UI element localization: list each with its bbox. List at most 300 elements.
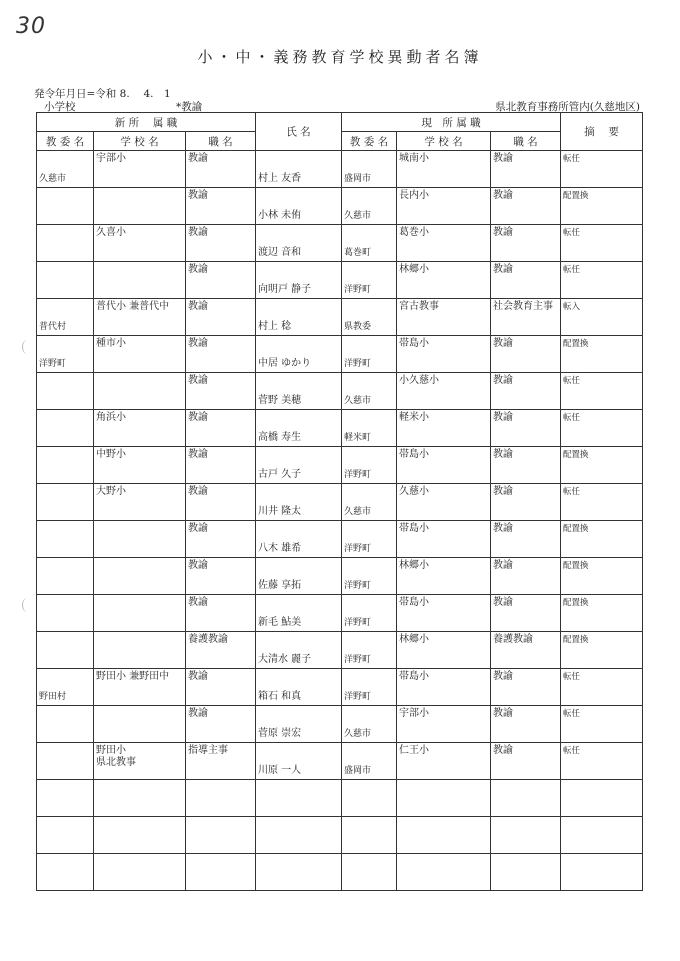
name-cell [256,780,342,817]
new-school-cell-text: 大野小 [96,486,126,497]
new-board-cell [37,817,94,854]
name-cell [256,447,342,484]
current-board-cell [342,410,397,447]
name-cell [256,373,342,410]
current-school-cell-text: 宮古教事 [399,301,439,312]
new-board-header: 教 委 名 [37,132,94,151]
current-board-header: 教 委 名 [342,132,397,151]
current-job-cell-text: 教諭 [493,560,513,571]
current-school-cell [397,447,491,484]
current-school-cell-text: 林郷小 [399,560,429,571]
current-school-cell [397,780,491,817]
name-header: 氏 名 [256,113,342,151]
name-cell-text: 高橋 寿生 [258,432,302,443]
current-job-cell [491,225,561,262]
name-cell [256,706,342,743]
new-position-header: 新 所 属 職 [37,113,256,132]
name-cell [256,595,342,632]
current-job-cell [491,262,561,299]
new-board-cell [37,336,94,373]
new-board-cell-text: 洋野町 [39,359,67,369]
table-row [37,669,643,706]
current-board-cell [342,151,397,188]
remarks-cell-text: 転任 [563,228,581,238]
remarks-cell [561,225,643,262]
new-job-cell-text: 教諭 [188,486,208,497]
table-row [37,188,643,225]
current-job-cell-text: 教諭 [493,227,513,238]
new-school-cell [94,743,186,780]
current-board-cell [342,262,397,299]
name-cell-text: 古戸 久子 [258,469,302,480]
current-job-cell-text: 教諭 [493,190,513,201]
new-job-cell [186,632,256,669]
current-school-cell-text: 城南小 [399,153,429,164]
name-cell [256,484,342,521]
new-board-cell [37,706,94,743]
remarks-cell [561,521,643,558]
current-board-cell [342,188,397,225]
table-row [37,743,643,780]
new-job-cell [186,373,256,410]
table-row [37,854,643,891]
current-school-cell [397,410,491,447]
current-school-cell-text: 軽米小 [399,412,429,423]
current-school-cell [397,854,491,891]
name-cell [256,410,342,447]
table-row [37,410,643,447]
new-board-cell [37,484,94,521]
current-job-cell-text: 教諭 [493,412,513,423]
new-board-cell [37,225,94,262]
current-school-cell [397,706,491,743]
transfer-roster-table [36,112,643,891]
current-job-cell [491,299,561,336]
current-school-cell-text: 長内小 [399,190,429,201]
current-board-cell-text: 久慈市 [344,507,372,517]
new-board-cell-text: 久慈市 [39,174,67,184]
name-cell-text: 渡辺 音和 [258,247,302,258]
current-school-cell-text: 帯島小 [399,671,429,682]
new-job-cell [186,669,256,706]
new-job-cell-text: 教諭 [188,338,208,349]
new-job-cell-text: 教諭 [188,560,208,571]
current-school-cell [397,373,491,410]
current-job-cell [491,447,561,484]
current-job-cell [491,373,561,410]
new-job-cell-text: 教諭 [188,523,208,534]
current-job-cell [491,780,561,817]
remarks-cell-text: 配置換 [563,524,589,534]
current-job-cell-text: 教諭 [493,375,513,386]
current-job-cell [491,817,561,854]
new-school-cell [94,373,186,410]
name-cell-text: 村上 友香 [258,173,302,184]
current-board-cell [342,447,397,484]
current-job-cell [491,558,561,595]
current-board-cell-text: 洋野町 [344,544,372,554]
table-row [37,706,643,743]
new-school-cell [94,595,186,632]
current-board-cell-text: 軽米町 [344,433,372,443]
new-board-cell [37,447,94,484]
new-school-cell [94,669,186,706]
remarks-cell-text: 転任 [563,672,581,682]
name-cell-text: 中居 ゆかり [258,358,312,369]
new-board-cell [37,299,94,336]
new-job-cell [186,706,256,743]
current-school-cell-text: 林郷小 [399,264,429,275]
remarks-cell-text: 転任 [563,376,581,386]
new-board-cell [37,521,94,558]
current-board-cell [342,336,397,373]
current-board-cell-text: 洋野町 [344,470,372,480]
current-job-cell [491,484,561,521]
current-job-cell-text: 社会教育主事 [493,301,553,312]
remarks-cell-text: 転任 [563,154,581,164]
current-board-cell [342,817,397,854]
name-cell-text: 菅野 美穂 [258,395,302,406]
new-job-cell-text: 教諭 [188,190,208,201]
current-job-cell-text: 教諭 [493,523,513,534]
new-job-cell [186,854,256,891]
new-job-cell [186,780,256,817]
new-board-cell [37,188,94,225]
new-school-cell [94,336,186,373]
current-board-cell-text: 洋野町 [344,692,372,702]
current-school-cell [397,262,491,299]
name-cell [256,558,342,595]
remarks-cell [561,410,643,447]
current-school-cell [397,151,491,188]
new-job-cell-text: 教諭 [188,301,208,312]
current-board-cell-text: 洋野町 [344,581,372,591]
remarks-cell [561,558,643,595]
table-row [37,336,643,373]
current-board-cell-text: 葛巻町 [344,248,372,258]
current-school-cell [397,632,491,669]
new-school-cell-text: 野田小 兼野田中 [96,671,170,682]
new-school-cell [94,780,186,817]
current-job-cell [491,632,561,669]
new-board-cell-text: 野田村 [39,692,67,702]
table-row [37,299,643,336]
remarks-cell [561,780,643,817]
current-school-cell [397,188,491,225]
current-board-cell-text: 洋野町 [344,285,372,295]
name-cell-text: 向明戸 静子 [258,284,312,295]
new-job-cell-text: 教諭 [188,449,208,460]
current-board-cell [342,706,397,743]
remarks-cell [561,336,643,373]
roster-body [37,151,643,891]
current-job-cell-text: 教諭 [493,449,513,460]
school-category: 小学校 [44,101,76,113]
new-school-cell [94,521,186,558]
new-job-cell-text: 教諭 [188,671,208,682]
remarks-cell [561,447,643,484]
name-cell-text: 村上 稔 [258,321,292,332]
current-job-cell-text: 教諭 [493,264,513,275]
new-board-cell [37,854,94,891]
remarks-header: 摘 要 [561,113,643,151]
new-board-cell [37,669,94,706]
name-cell [256,632,342,669]
remarks-cell [561,484,643,521]
current-job-cell-text: 教諭 [493,745,513,756]
current-job-cell-text: 教諭 [493,486,513,497]
name-cell [256,817,342,854]
remarks-cell [561,854,643,891]
current-school-cell-text: 帯島小 [399,523,429,534]
new-board-cell [37,262,94,299]
name-cell-text: 小林 未侑 [258,210,302,221]
name-cell-text: 箱石 和真 [258,691,302,702]
current-board-cell-text: 県教委 [344,322,372,332]
current-board-cell-text: 盛岡市 [344,174,372,184]
table-row [37,780,643,817]
name-cell [256,188,342,225]
current-position-header: 現 所 属 職 [342,113,561,132]
new-school-cell [94,188,186,225]
remarks-cell-text: 転任 [563,709,581,719]
current-job-cell-text: 教諭 [493,153,513,164]
current-school-cell-text: 葛巻小 [399,227,429,238]
remarks-cell-text: 転入 [563,302,581,312]
table-row [37,151,643,188]
current-job-cell-text: 教諭 [493,597,513,608]
new-school-cell-text: 久喜小 [96,227,126,238]
new-job-cell-text: 養護教諭 [188,634,228,645]
table-row [37,484,643,521]
current-school-cell [397,595,491,632]
new-job-cell [186,262,256,299]
current-board-cell-text: 盛岡市 [344,766,372,776]
current-job-cell [491,669,561,706]
name-cell [256,854,342,891]
name-cell-text: 大清水 麗子 [258,654,312,665]
current-board-cell [342,854,397,891]
current-school-cell-text: 仁王小 [399,745,429,756]
current-board-cell [342,743,397,780]
new-school-cell-text: 普代小 兼普代中 [96,301,170,312]
current-school-cell [397,743,491,780]
name-cell [256,225,342,262]
current-job-header: 職 名 [491,132,561,151]
new-school-cell-text: 中野小 [96,449,126,460]
current-board-cell-text: 洋野町 [344,618,372,628]
new-school-cell [94,447,186,484]
new-job-cell-text: 教諭 [188,375,208,386]
remarks-cell-text: 転任 [563,265,581,275]
current-school-cell [397,299,491,336]
remarks-cell-text: 配置換 [563,635,589,645]
current-school-cell [397,817,491,854]
current-job-cell [491,854,561,891]
current-school-cell [397,521,491,558]
name-cell-text: 新毛 鮎美 [258,617,302,628]
current-board-cell [342,780,397,817]
current-job-cell [491,336,561,373]
new-job-cell [186,817,256,854]
table-row [37,632,643,669]
current-board-cell [342,521,397,558]
new-job-cell-text: 教諭 [188,264,208,275]
current-job-cell [491,706,561,743]
new-school-cell [94,225,186,262]
remarks-cell [561,632,643,669]
name-cell-text: 菅原 崇宏 [258,728,302,739]
current-job-cell [491,595,561,632]
new-school-cell-text: 角浜小 [96,412,126,423]
current-board-cell [342,299,397,336]
name-cell [256,299,342,336]
new-board-cell-text: 普代村 [39,322,67,332]
current-school-cell-text: 帯島小 [399,338,429,349]
current-job-cell-text: 養護教諭 [493,634,533,645]
new-board-cell [37,410,94,447]
name-cell [256,151,342,188]
new-school-cell [94,410,186,447]
document-title: 小・中・義務教育学校異動者名簿 [197,48,483,66]
margin-mark [22,340,33,354]
new-school-cell [94,299,186,336]
current-job-cell [491,151,561,188]
remarks-cell [561,151,643,188]
current-school-cell [397,484,491,521]
new-board-cell [37,558,94,595]
new-school-cell-text: 種市小 [96,338,126,349]
new-job-cell [186,410,256,447]
current-job-cell [491,188,561,225]
remarks-cell [561,299,643,336]
current-board-cell-text: 洋野町 [344,655,372,665]
new-board-cell [37,743,94,780]
remarks-cell-text: 配置換 [563,598,589,608]
new-job-cell [186,299,256,336]
new-school-cell [94,262,186,299]
current-board-cell [342,225,397,262]
new-board-cell [37,595,94,632]
new-job-cell [186,188,256,225]
new-job-header: 職 名 [186,132,256,151]
new-school-cell [94,817,186,854]
new-board-cell [37,632,94,669]
remarks-cell [561,706,643,743]
current-board-cell [342,373,397,410]
name-cell [256,521,342,558]
new-board-cell [37,151,94,188]
new-job-cell-text: 教諭 [188,153,208,164]
new-job-cell [186,225,256,262]
current-school-cell-text: 帯島小 [399,597,429,608]
name-cell-text: 八木 雄希 [258,543,302,554]
current-board-cell [342,669,397,706]
remarks-cell-text: 配置換 [563,339,589,349]
new-school-cell [94,632,186,669]
current-school-header: 学 校 名 [397,132,491,151]
remarks-cell [561,373,643,410]
current-board-cell [342,595,397,632]
new-job-cell-text: 教諭 [188,227,208,238]
remarks-cell [561,595,643,632]
page-number: 30 [16,14,46,39]
table-row [37,817,643,854]
current-school-cell-text: 帯島小 [399,449,429,460]
remarks-cell [561,669,643,706]
new-school-cell [94,706,186,743]
remarks-cell-text: 転任 [563,746,581,756]
name-cell [256,336,342,373]
new-job-cell [186,595,256,632]
current-school-cell-text: 小久慈小 [399,375,439,386]
current-job-cell [491,743,561,780]
current-board-cell-text: 洋野町 [344,359,372,369]
table-row [37,595,643,632]
new-job-cell [186,521,256,558]
table-row [37,373,643,410]
current-job-cell [491,521,561,558]
current-board-cell [342,632,397,669]
current-school-cell [397,669,491,706]
current-board-cell-text: 久慈市 [344,211,372,221]
remarks-cell [561,262,643,299]
new-job-cell-text: 教諭 [188,412,208,423]
new-job-cell-text: 指導主事 [188,745,228,756]
new-school-cell [94,151,186,188]
new-job-cell-text: 教諭 [188,708,208,719]
remarks-cell-text: 配置換 [563,450,589,460]
table-row [37,262,643,299]
new-board-cell [37,373,94,410]
new-school-cell-text: 野田小 県北教事 [96,745,136,768]
current-school-cell-text: 久慈小 [399,486,429,497]
new-job-cell-text: 教諭 [188,597,208,608]
current-school-cell [397,558,491,595]
current-job-cell-text: 教諭 [493,671,513,682]
current-school-cell-text: 宇部小 [399,708,429,719]
remarks-cell-text: 配置換 [563,561,589,571]
remarks-cell [561,817,643,854]
name-cell-text: 川井 隆太 [258,506,302,517]
new-job-cell [186,484,256,521]
table-row [37,225,643,262]
new-school-header: 学 校 名 [94,132,186,151]
new-job-cell [186,151,256,188]
remarks-cell-text: 転任 [563,413,581,423]
name-cell [256,262,342,299]
new-job-cell [186,336,256,373]
remarks-cell [561,743,643,780]
current-board-cell [342,558,397,595]
table-row [37,521,643,558]
current-board-cell [342,484,397,521]
name-cell [256,743,342,780]
new-school-cell-text: 宇部小 [96,153,126,164]
current-board-cell-text: 久慈市 [344,729,372,739]
remarks-cell-text: 転任 [563,487,581,497]
name-cell-text: 佐藤 享拓 [258,580,302,591]
table-row [37,558,643,595]
new-school-cell [94,484,186,521]
current-job-cell-text: 教諭 [493,338,513,349]
table-row [37,447,643,484]
current-job-cell-text: 教諭 [493,708,513,719]
current-school-cell [397,336,491,373]
remarks-cell-text: 配置換 [563,191,589,201]
new-job-cell [186,558,256,595]
region-label: 県北教育事務所管内(久慈地区) [495,101,640,113]
